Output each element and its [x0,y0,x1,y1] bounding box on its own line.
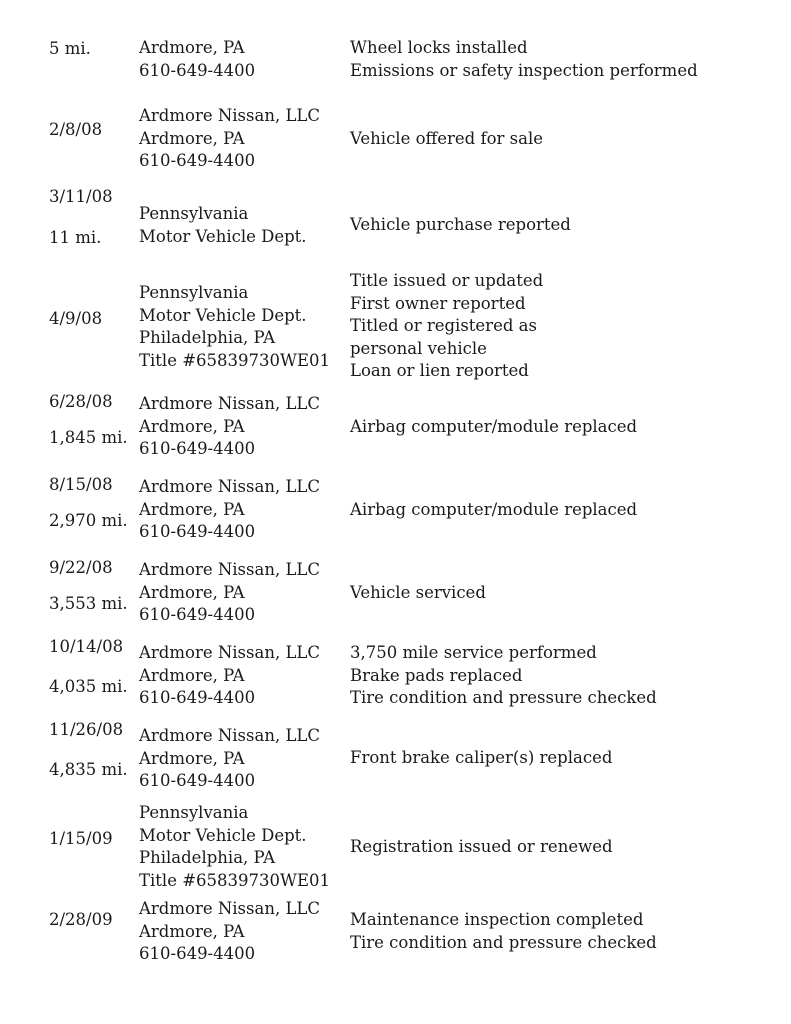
record-date: 1/15/09 [49,829,113,848]
record-date-column [49,719,134,794]
record-date-column [49,270,134,385]
location-line: Ardmore Nissan, LLC [139,899,320,918]
event-line: Maintenance inspection completed [350,910,644,929]
event-line: Loan or lien reported [350,361,529,381]
record-location-column [139,802,344,894]
record-location-column [139,37,344,85]
record-date: 8/15/08 [49,475,113,494]
record-date: 3/11/08 [49,187,113,206]
event-line: Airbag computer/module replaced [350,500,638,519]
location-line: Ardmore Nissan, LLC [139,560,320,579]
history-record [0,719,791,794]
location-line: Ardmore, PA [139,38,245,57]
location-line: 610-649-4400 [139,522,256,542]
record-mileage: 1,845 mi. [49,428,128,447]
location-line: Ardmore, PA [139,499,245,519]
history-record [0,105,791,175]
record-events-column [350,719,770,794]
record-date-column [49,474,134,546]
record-date: 4/9/08 [49,309,103,328]
record-events-column [350,898,770,968]
location-line: Ardmore Nissan, LLC [139,106,320,125]
record-date: 2/28/09 [49,910,113,929]
record-events-column [350,105,770,175]
location-line: 610-649-4400 [139,605,256,625]
event-line: Tire condition and pressure checked [350,932,657,952]
record-location-column [139,186,344,256]
location-line: Motor Vehicle Dept. [139,825,307,845]
record-date-column [49,557,134,629]
record-location-column [139,391,344,463]
record-date: 9/22/08 [49,558,113,577]
record-location-column [139,474,344,546]
record-events-column [350,636,770,711]
record-date: 10/14/08 [49,637,124,656]
event-line: Vehicle offered for sale [350,129,543,148]
event-line: Registration issued or renewed [350,837,613,856]
location-line: Ardmore, PA [139,748,245,768]
history-record [0,557,791,629]
location-line: Ardmore, PA [139,582,245,602]
record-mileage: 5 mi. [49,39,91,58]
record-date-column [49,105,134,175]
history-record [0,636,791,711]
event-line: Front brake caliper(s) replaced [350,748,613,767]
location-line: Philadelphia, PA [139,328,276,348]
record-location-column [139,636,344,711]
location-line: 610-649-4400 [139,944,256,964]
event-line: Airbag computer/module replaced [350,417,638,436]
location-line: Ardmore Nissan, LLC [139,643,320,662]
record-date: 11/26/08 [49,720,124,739]
history-record [0,802,791,894]
record-mileage: 4,835 mi. [49,760,128,779]
event-line: Vehicle purchase reported [350,215,571,234]
location-line: Title #65839730WE01 [139,350,331,370]
record-events-column [350,37,770,85]
history-record [0,186,791,256]
event-line: Wheel locks installed [350,38,528,57]
location-line: Ardmore Nissan, LLC [139,726,320,745]
event-line: Emissions or safety inspection performed [350,60,698,80]
location-line: 610-649-4400 [139,688,256,708]
history-record [0,474,791,546]
record-date: 2/8/08 [49,120,103,139]
location-line: 610-649-4400 [139,151,256,171]
location-line: Ardmore, PA [139,416,245,436]
event-line: 3,750 mile service performed [350,643,597,662]
record-location-column [139,270,344,385]
record-events-column [350,391,770,463]
record-date-column [49,37,134,85]
record-events-column [350,474,770,546]
record-events-column [350,270,770,385]
location-line: Philadelphia, PA [139,848,276,868]
record-location-column [139,557,344,629]
record-mileage: 3,553 mi. [49,594,128,613]
location-line: Ardmore, PA [139,128,245,148]
event-line: Tire condition and pressure checked [350,688,657,708]
record-location-column [139,898,344,968]
location-line: Ardmore, PA [139,665,245,685]
record-date-column [49,802,134,894]
location-line: Ardmore Nissan, LLC [139,394,320,413]
location-line: Pennsylvania [139,803,249,822]
location-line: Title #65839730WE01 [139,870,331,890]
record-date-column [49,391,134,463]
location-line: 610-649-4400 [139,771,256,791]
history-record [0,391,791,463]
record-events-column [350,557,770,629]
record-mileage: 4,035 mi. [49,677,128,696]
record-date: 6/28/08 [49,392,113,411]
record-date-column [49,186,134,256]
location-line: Ardmore Nissan, LLC [139,477,320,496]
record-events-column [350,186,770,256]
location-line: Pennsylvania [139,283,249,302]
history-record [0,898,791,968]
event-line: First owner reported [350,293,526,313]
history-record [0,270,791,385]
location-line: Ardmore, PA [139,921,245,941]
event-line: Vehicle serviced [350,583,486,602]
record-mileage: 11 mi. [49,228,102,247]
record-location-column [139,719,344,794]
location-line: Pennsylvania [139,204,249,223]
record-location-column [139,105,344,175]
location-line: 610-649-4400 [139,60,256,80]
record-events-column [350,802,770,894]
location-line: 610-649-4400 [139,439,256,459]
record-date-column [49,636,134,711]
event-line: Brake pads replaced [350,665,523,685]
record-date-column [49,898,134,968]
location-line: Motor Vehicle Dept. [139,226,307,246]
record-mileage: 2,970 mi. [49,511,128,530]
history-record [0,37,791,85]
event-line: personal vehicle [350,338,487,358]
location-line: Motor Vehicle Dept. [139,305,307,325]
event-line: Titled or registered as [350,316,537,336]
event-line: Title issued or updated [350,271,544,290]
